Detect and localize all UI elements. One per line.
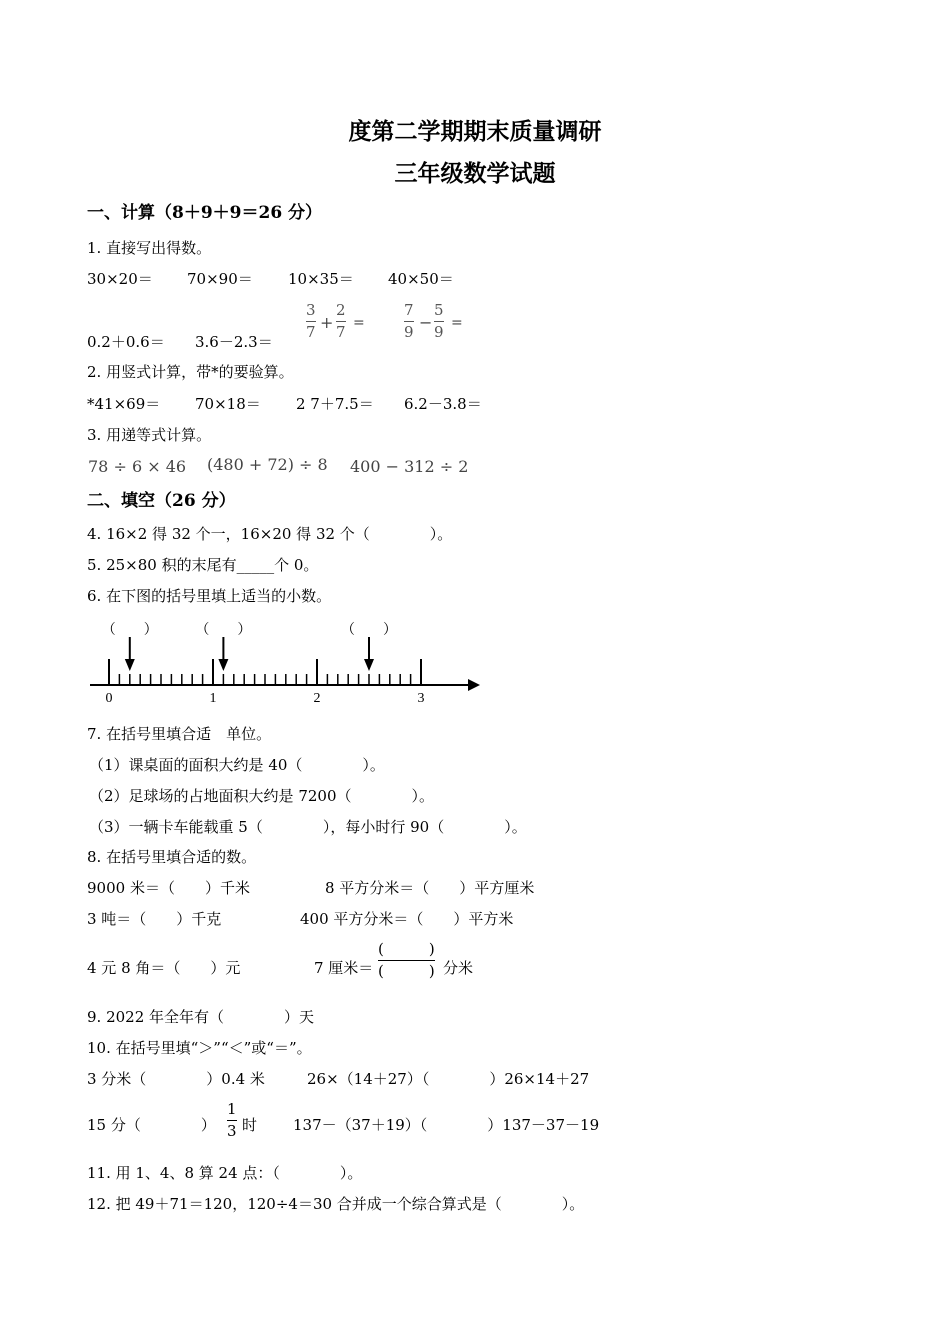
q8-item-6: 7 厘米＝ bbox=[314, 959, 374, 977]
numerator: 2 bbox=[336, 301, 346, 319]
operator: + bbox=[320, 313, 334, 332]
axis-tick-label: 1 bbox=[209, 691, 217, 706]
question-12: 12. 把 49＋71＝120，120÷4＝30 合并成一个综合算式是（ ）。 bbox=[87, 1195, 585, 1213]
q2-item-2: 70×18＝ bbox=[195, 395, 261, 413]
question-9: 9. 2022 年全年有（ ）天 bbox=[87, 1008, 315, 1026]
pointer-arrowhead bbox=[125, 659, 135, 671]
q8-item-5: 4 元 8 角＝（ ）元 bbox=[87, 959, 241, 977]
exam-title-line2: 三年级数学试题 bbox=[394, 160, 556, 187]
denominator-blank: ( ) bbox=[378, 962, 435, 980]
question-10: 10. 在括号里填“＞”“＜”或“＝”。 bbox=[87, 1039, 312, 1057]
equals: = bbox=[451, 315, 463, 331]
q1-item-4: 40×50＝ bbox=[388, 270, 454, 288]
q7-item-2: （2）足球场的占地面积大约是 7200（ ）。 bbox=[89, 787, 434, 805]
question-4: 4. 16×2 得 32 个一，16×20 得 32 个（ ）。 bbox=[87, 525, 453, 543]
q1-item-3: 10×35＝ bbox=[288, 270, 354, 288]
numerator: 7 bbox=[404, 301, 414, 319]
q8-item-4: 400 平方分米＝（ ）平方米 bbox=[300, 910, 514, 928]
denominator: 9 bbox=[434, 323, 444, 341]
axis-tick-label: 0 bbox=[105, 691, 113, 706]
fraction bbox=[434, 302, 444, 341]
denominator: 9 bbox=[404, 323, 414, 341]
q3-expression-1: 78 ÷ 6 × 46 bbox=[88, 457, 187, 476]
q3-expression-2: (480 + 72) ÷ 8 bbox=[207, 455, 328, 474]
q8-fraction-blank bbox=[378, 941, 435, 980]
q2-item-3: 2 7＋7.5＝ bbox=[296, 395, 374, 413]
question-3: 3. 用递等式计算。 bbox=[87, 426, 212, 444]
section-2-heading: 二、填空（26 分） bbox=[87, 491, 236, 511]
denominator: 7 bbox=[336, 323, 346, 341]
numerator: 1 bbox=[227, 1100, 237, 1118]
q2-item-1: *41×69＝ bbox=[87, 395, 161, 413]
q8-fraction-unit: 分米 bbox=[443, 959, 474, 977]
answer-bracket: （ ） bbox=[341, 623, 397, 638]
q1-item-5: 0.2＋0.6＝ bbox=[87, 333, 165, 351]
question-2: 2. 用竖式计算，带*的要验算。 bbox=[87, 363, 294, 381]
question-8: 8. 在括号里填合适的数。 bbox=[87, 848, 257, 866]
exam-title-line1: 度第二学期期末质量调研 bbox=[348, 118, 602, 145]
q10-fraction bbox=[227, 1101, 237, 1140]
answer-bracket: （ ） bbox=[101, 623, 158, 638]
denominator: 7 bbox=[306, 323, 316, 341]
axis-tick-label: 3 bbox=[417, 691, 425, 706]
q10-item-3-unit: 时 bbox=[242, 1116, 258, 1134]
number-line-figure bbox=[80, 615, 500, 710]
q10-item-2: 26×（14＋27）（ ）26×14＋27 bbox=[307, 1070, 590, 1088]
fraction bbox=[336, 302, 346, 341]
fraction bbox=[404, 302, 414, 341]
q3-expression-3: 400 − 312 ÷ 2 bbox=[350, 457, 469, 476]
answer-bracket: （ ） bbox=[195, 623, 252, 638]
axis-tick-label: 2 bbox=[313, 691, 321, 706]
q10-item-3: 15 分（ ） bbox=[87, 1116, 216, 1134]
q8-item-2: 8 平方分米＝（ ）平方厘米 bbox=[325, 879, 535, 897]
q2-item-4: 6.2－3.8＝ bbox=[404, 395, 482, 413]
q8-item-1: 9000 米＝（ ）千米 bbox=[87, 879, 250, 897]
pointer-arrowhead bbox=[364, 659, 374, 671]
q7-item-3: （3）一辆卡车能载重 5（ ），每小时行 90（ ）。 bbox=[89, 818, 527, 836]
q7-item-1: （1）课桌面的面积大约是 40（ ）。 bbox=[89, 756, 385, 774]
axis-arrowhead bbox=[468, 679, 480, 691]
operator: − bbox=[419, 313, 433, 332]
numerator-blank: ( ) bbox=[378, 940, 435, 958]
denominator: 3 bbox=[227, 1122, 237, 1140]
q1-item-1: 30×20＝ bbox=[87, 270, 153, 288]
question-1: 1. 直接写出得数。 bbox=[87, 239, 212, 257]
q10-item-4: 137－（37＋19）（ ）137－37－19 bbox=[293, 1116, 600, 1134]
question-5: 5. 25×80 积的末尾有_____个 0。 bbox=[87, 556, 319, 574]
pointer-arrowhead bbox=[218, 659, 228, 671]
q8-item-3: 3 吨＝（ ）千克 bbox=[87, 910, 222, 928]
question-11: 11. 用 1、4、8 算 24 点：（ ）。 bbox=[87, 1164, 363, 1182]
numerator: 3 bbox=[306, 301, 316, 319]
q1-item-6: 3.6－2.3＝ bbox=[195, 333, 273, 351]
section-1-heading: 一、计算（8＋9＋9＝26 分） bbox=[87, 203, 323, 223]
q1-item-2: 70×90＝ bbox=[187, 270, 253, 288]
question-6: 6. 在下图的括号里填上适当的小数。 bbox=[87, 587, 332, 605]
question-7: 7. 在括号里填合适 单位。 bbox=[87, 725, 272, 743]
q10-item-1: 3 分米（ ）0.4 米 bbox=[87, 1070, 265, 1088]
numerator: 5 bbox=[434, 301, 444, 319]
equals: = bbox=[353, 315, 365, 331]
fraction bbox=[306, 302, 316, 341]
